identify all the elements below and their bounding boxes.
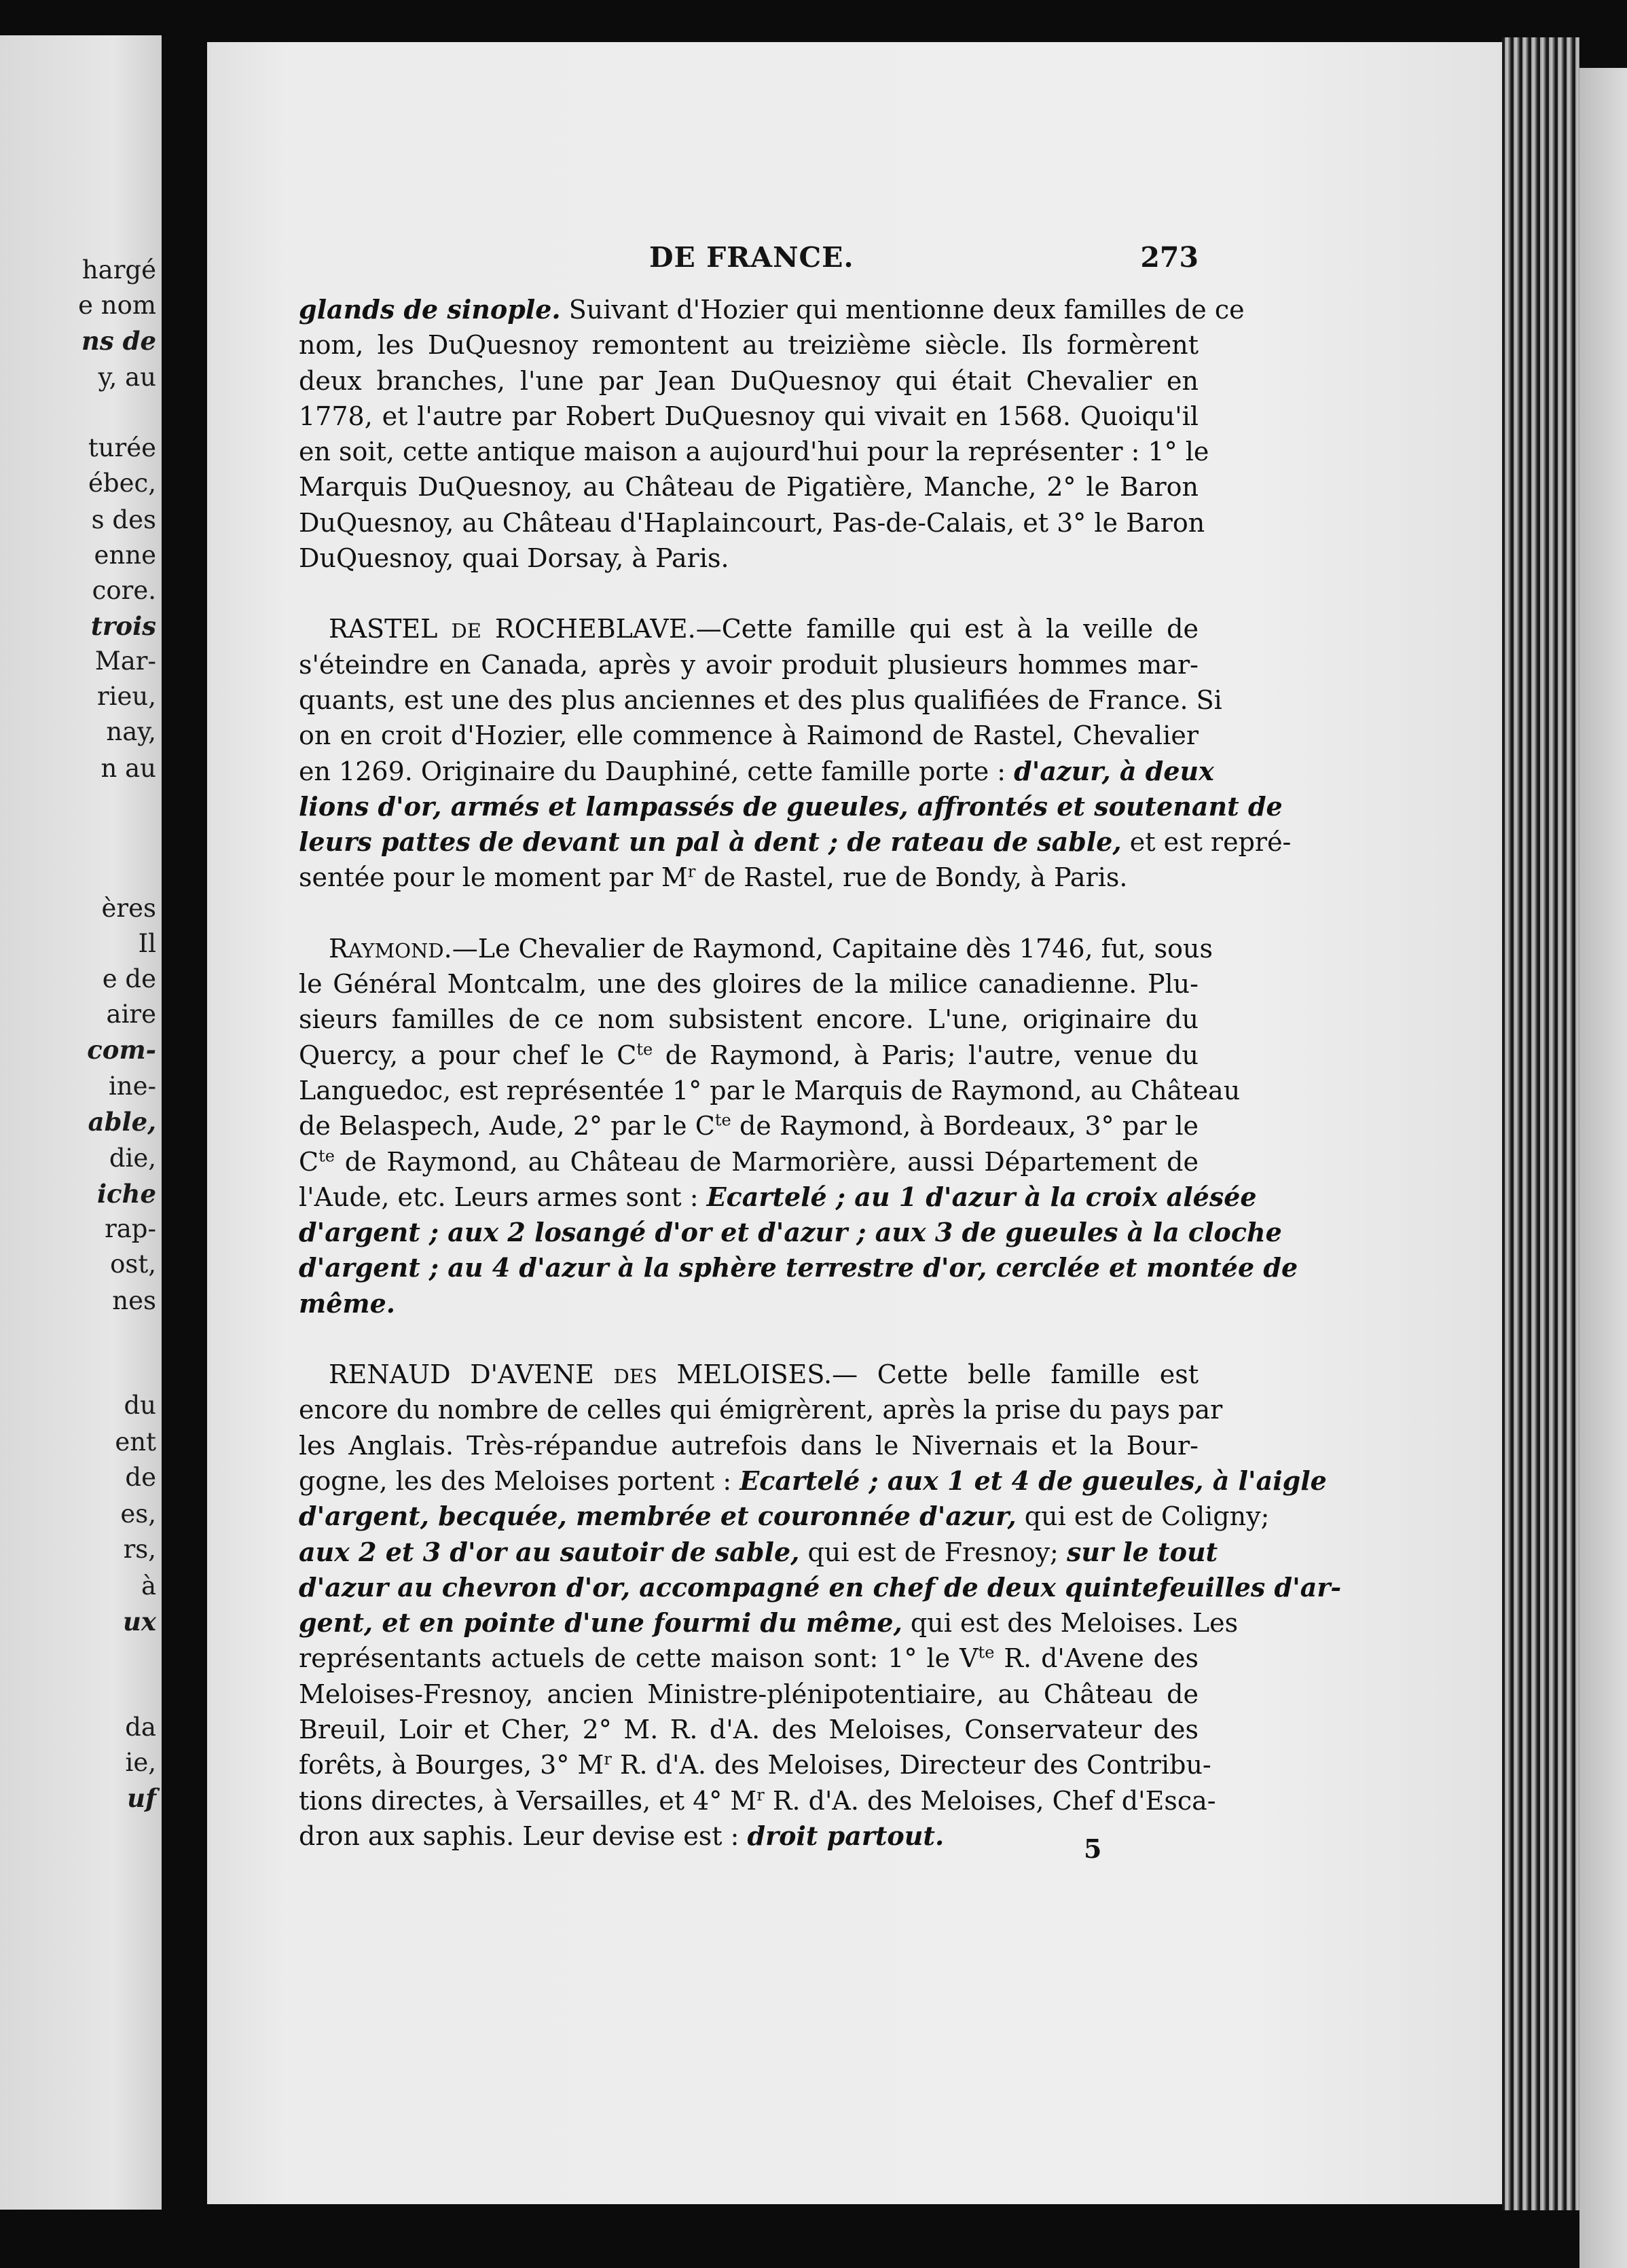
text-line xyxy=(299,1002,1199,1037)
text-run: RASTEL xyxy=(329,614,452,644)
text-run: encore du nombre de celles qui émigrèrent, après la prise du pays par xyxy=(299,1395,1223,1425)
text-run: r xyxy=(756,1785,765,1804)
text-run: de Raymond, à Paris; l'autre, venue du xyxy=(653,1040,1199,1070)
left-page-line: e de xyxy=(102,964,156,993)
text-run: de Rastel, rue de Bondy, à Paris. xyxy=(695,862,1128,893)
text-line xyxy=(299,1747,1211,1782)
text-run: tions directes, à Versailles, et 4° M xyxy=(299,1785,757,1816)
text-run: forêts, à Bourges, 3° M xyxy=(299,1750,604,1780)
text-run: Breuil, Loir et Cher, 2° M. R. d'A. des Meloises, Conservateur des xyxy=(299,1714,1199,1744)
text-run: te xyxy=(318,1146,335,1165)
text-run: en 1269. Originaire du Dauphiné, cette famille porte : xyxy=(299,756,1014,786)
text-run: qui est des Meloises. Les xyxy=(902,1608,1239,1639)
text-line xyxy=(299,292,1245,327)
text-line xyxy=(299,1215,1282,1250)
left-page-line: rs, xyxy=(123,1535,156,1564)
text-run: deux branches, l'une par Jean DuQuesnoy qui était Chevalier en xyxy=(299,365,1199,396)
text-line xyxy=(299,469,1199,505)
text-run: nom, les DuQuesnoy remontent au treizième siècle. Ils formèrent xyxy=(299,330,1199,361)
text-run: représentants actuels de cette maison sont: 1° le V xyxy=(299,1643,979,1674)
left-page-line: Il xyxy=(138,929,156,958)
left-page-line: trois xyxy=(90,611,156,641)
text-line xyxy=(299,1712,1199,1747)
text-line xyxy=(299,1392,1223,1427)
text-run: r xyxy=(687,862,696,881)
text-run: quants, est une des plus anciennes et des plus qualifiées de France. Si xyxy=(299,684,1222,715)
italic-run: droit partout. xyxy=(747,1820,945,1851)
text-line xyxy=(299,1179,1257,1215)
left-page-line: s des xyxy=(91,505,156,534)
text-line xyxy=(299,363,1199,399)
text-run: DES xyxy=(613,1365,657,1389)
italic-run: leurs pattes de devant un pal à dent ; de rateau de sable, xyxy=(299,826,1122,858)
body-text xyxy=(299,292,1342,1854)
left-page-line: aire xyxy=(106,1000,156,1029)
text-line xyxy=(299,1144,1199,1179)
text-run: Suivant d'Hozier qui mentionne deux familles de ce xyxy=(560,295,1245,325)
text-run: AYMOND xyxy=(348,938,444,962)
text-line xyxy=(299,327,1199,363)
left-page-line: es, xyxy=(120,1499,156,1529)
text-run: R. d'A. des Meloises, Chef d'Esca- xyxy=(764,1785,1216,1816)
left-page-line: nay, xyxy=(106,717,156,746)
left-page-line: ent xyxy=(115,1427,156,1457)
italic-run: lions d'or, armés et lampassés de gueules, affrontés et soutenant de xyxy=(299,790,1283,822)
left-page-line: rieu, xyxy=(96,682,156,711)
text-line xyxy=(299,1605,1239,1641)
text-line xyxy=(299,789,1283,824)
running-title: DE FRANCE. xyxy=(649,241,854,274)
left-page-line: uf xyxy=(127,1783,156,1813)
left-page-line: able, xyxy=(88,1107,156,1137)
text-line xyxy=(299,1641,1199,1676)
text-run: et est repré- xyxy=(1121,827,1292,858)
text-line xyxy=(299,647,1199,682)
left-page-line: ébec, xyxy=(88,469,156,498)
text-line xyxy=(299,434,1209,469)
text-run: de Raymond, à Bordeaux, 3° par le xyxy=(731,1111,1199,1141)
left-page-line: Mar- xyxy=(94,646,156,676)
left-page-line: nes xyxy=(112,1286,156,1315)
text-line xyxy=(299,1535,1218,1570)
text-line xyxy=(299,682,1222,718)
text-run: DuQuesnoy, au Château d'Haplaincourt, Pas-de-Calais, et 3° le Baron xyxy=(299,507,1205,538)
italic-run: d'argent, becquée, membrée et couronnée d'azur, xyxy=(299,1501,1017,1532)
text-run: DuQuesnoy, quai Dorsay, à Paris. xyxy=(299,543,729,574)
left-page-line: ie, xyxy=(125,1748,156,1777)
text-run: ROCHEBLAVE.—Cette famille qui est à la veille de xyxy=(481,614,1199,644)
left-page-line: n au xyxy=(100,754,156,783)
left-page-line: à xyxy=(141,1571,156,1601)
left-page-line: enne xyxy=(94,541,156,570)
text-line xyxy=(299,1428,1199,1463)
text-run: MELOISES.— Cette belle famille est xyxy=(657,1359,1199,1390)
italic-run: d'azur, à deux xyxy=(1014,755,1214,786)
text-run: RENAUD D'AVENE xyxy=(329,1359,614,1390)
left-page-line: ost, xyxy=(110,1249,156,1279)
left-page-line: turée xyxy=(88,433,156,462)
italic-run: même. xyxy=(299,1287,395,1319)
text-run: le Général Montcalm, une des gloires de la milice canadienne. Plu- xyxy=(299,969,1199,1000)
italic-run: Ecartelé ; aux 1 et 4 de gueules, à l'aigle xyxy=(739,1465,1327,1496)
text-line xyxy=(299,1286,1199,1321)
text-line xyxy=(299,1357,1199,1392)
text-run: Marquis DuQuesnoy, au Château de Pigatière, Manche, 2° le Baron xyxy=(299,472,1199,502)
text-run: on en croit d'Hozier, elle commence à Raimond de Rastel, Chevalier xyxy=(299,720,1199,751)
left-page-line: du xyxy=(124,1391,156,1420)
text-run: 1778, et l'autre par Robert DuQuesnoy qui vivait en 1568. Quoiqu'il xyxy=(299,401,1199,431)
text-run: qui est de Fresnoy; xyxy=(799,1537,1067,1567)
text-run: l'Aude, etc. Leurs armes sont : xyxy=(299,1182,707,1212)
text-line xyxy=(299,718,1199,753)
text-line xyxy=(299,1038,1199,1073)
left-page-line: ns de xyxy=(81,326,156,356)
text-line xyxy=(299,1818,1199,1854)
left-page-line: core. xyxy=(92,576,156,605)
text-run: qui est de Coligny; xyxy=(1016,1501,1270,1532)
left-facing-page xyxy=(0,35,162,2210)
left-page-line: ères xyxy=(101,894,156,923)
text-run: gogne, les des Meloises portent : xyxy=(299,1465,740,1496)
italic-run: d'argent ; au 4 d'azur à la sphère terrestre d'or, cerclée et montée de xyxy=(299,1252,1298,1283)
italic-run: aux 2 et 3 d'or au sautoir de sable, xyxy=(299,1536,800,1567)
text-line xyxy=(299,541,1199,576)
paragraph xyxy=(299,931,1298,1321)
text-run: sieurs familles de ce nom subsistent encore. L'une, originaire du xyxy=(299,1004,1199,1035)
text-run: te xyxy=(714,1110,731,1130)
text-line xyxy=(299,824,1292,860)
left-page-line: iche xyxy=(96,1179,156,1209)
running-header xyxy=(299,234,1199,282)
book-cover-edge xyxy=(1579,68,1627,2268)
left-page-line: ux xyxy=(123,1607,156,1636)
paragraph xyxy=(299,1357,1342,1854)
text-run: de Raymond, au Château de Marmorière, aussi Département de xyxy=(334,1146,1199,1177)
italic-run: Ecartelé ; au 1 d'azur à la croix alésée xyxy=(706,1181,1257,1212)
text-run: s'éteindre en Canada, après y avoir produit plusieurs hommes mar- xyxy=(299,649,1199,680)
text-run: Meloises-Fresnoy, ancien Ministre-plénipotentiaire, au Château de xyxy=(299,1679,1199,1709)
text-run: .—Le Chevalier de Raymond, Capitaine dès 1746, fut, sous xyxy=(443,933,1213,964)
text-line xyxy=(299,1677,1199,1712)
text-run: r xyxy=(604,1749,612,1769)
signature-mark: 5 xyxy=(1084,1833,1102,1864)
text-line xyxy=(299,860,1199,895)
paragraph xyxy=(299,611,1292,895)
text-line xyxy=(299,931,1213,966)
text-run: te xyxy=(978,1643,995,1662)
paragraph xyxy=(299,292,1245,576)
left-page-line: de xyxy=(125,1463,156,1492)
text-run: C xyxy=(299,1146,319,1177)
left-page-line: da xyxy=(125,1713,156,1742)
italic-run: glands de sinople. xyxy=(299,294,561,325)
left-page-line: com- xyxy=(87,1035,156,1065)
italic-run: sur le tout xyxy=(1066,1536,1218,1567)
text-run: dron aux saphis. Leur devise est : xyxy=(299,1821,748,1851)
italic-run: d'azur au chevron d'or, accompagné en chef de deux quintefeuilles d'ar- xyxy=(299,1571,1342,1603)
italic-run: gent, et en pointe d'une fourmi du même, xyxy=(299,1607,902,1639)
text-line xyxy=(299,1570,1342,1605)
text-line xyxy=(299,1499,1270,1534)
text-line xyxy=(299,505,1205,541)
text-line xyxy=(299,1463,1327,1499)
text-line xyxy=(299,1250,1298,1285)
left-page-line: ine- xyxy=(108,1072,156,1101)
left-page-line: rap- xyxy=(105,1214,156,1243)
text-run: Quercy, a pour chef le C xyxy=(299,1040,637,1070)
text-line xyxy=(299,966,1199,1002)
text-line xyxy=(299,754,1214,789)
left-page-line: die, xyxy=(109,1144,156,1173)
text-run: sentée pour le moment par M xyxy=(299,862,688,893)
text-run: les Anglais. Très-répandue autrefois dans le Nivernais et la Bour- xyxy=(299,1430,1199,1461)
left-page-line: e nom xyxy=(78,291,156,320)
left-page-line: y, au xyxy=(98,363,156,392)
text-run: R xyxy=(329,933,348,964)
page-number: 273 xyxy=(1140,241,1199,274)
book-page-edges xyxy=(1502,37,1579,2210)
text-run: te xyxy=(636,1039,653,1059)
text-run: Languedoc, est représentée 1° par le Marquis de Raymond, au Château xyxy=(299,1075,1241,1105)
text-line xyxy=(299,1783,1216,1818)
text-line xyxy=(299,611,1199,646)
text-run: R. d'Avene des xyxy=(994,1643,1199,1674)
text-run: DE xyxy=(451,619,481,643)
text-line xyxy=(299,1073,1241,1108)
italic-run: d'argent ; aux 2 losangé d'or et d'azur ; aux 3 de gueules à la cloche xyxy=(299,1217,1282,1248)
left-page-line: hargé xyxy=(81,255,156,285)
text-run: en soit, cette antique maison a aujourd'hui pour la représenter : 1° le xyxy=(299,437,1209,467)
text-run: de Belaspech, Aude, 2° par le C xyxy=(299,1111,715,1141)
text-line xyxy=(299,399,1199,434)
text-run: R. d'A. des Meloises, Directeur des Contribu- xyxy=(611,1750,1211,1780)
text-line xyxy=(299,1108,1199,1144)
